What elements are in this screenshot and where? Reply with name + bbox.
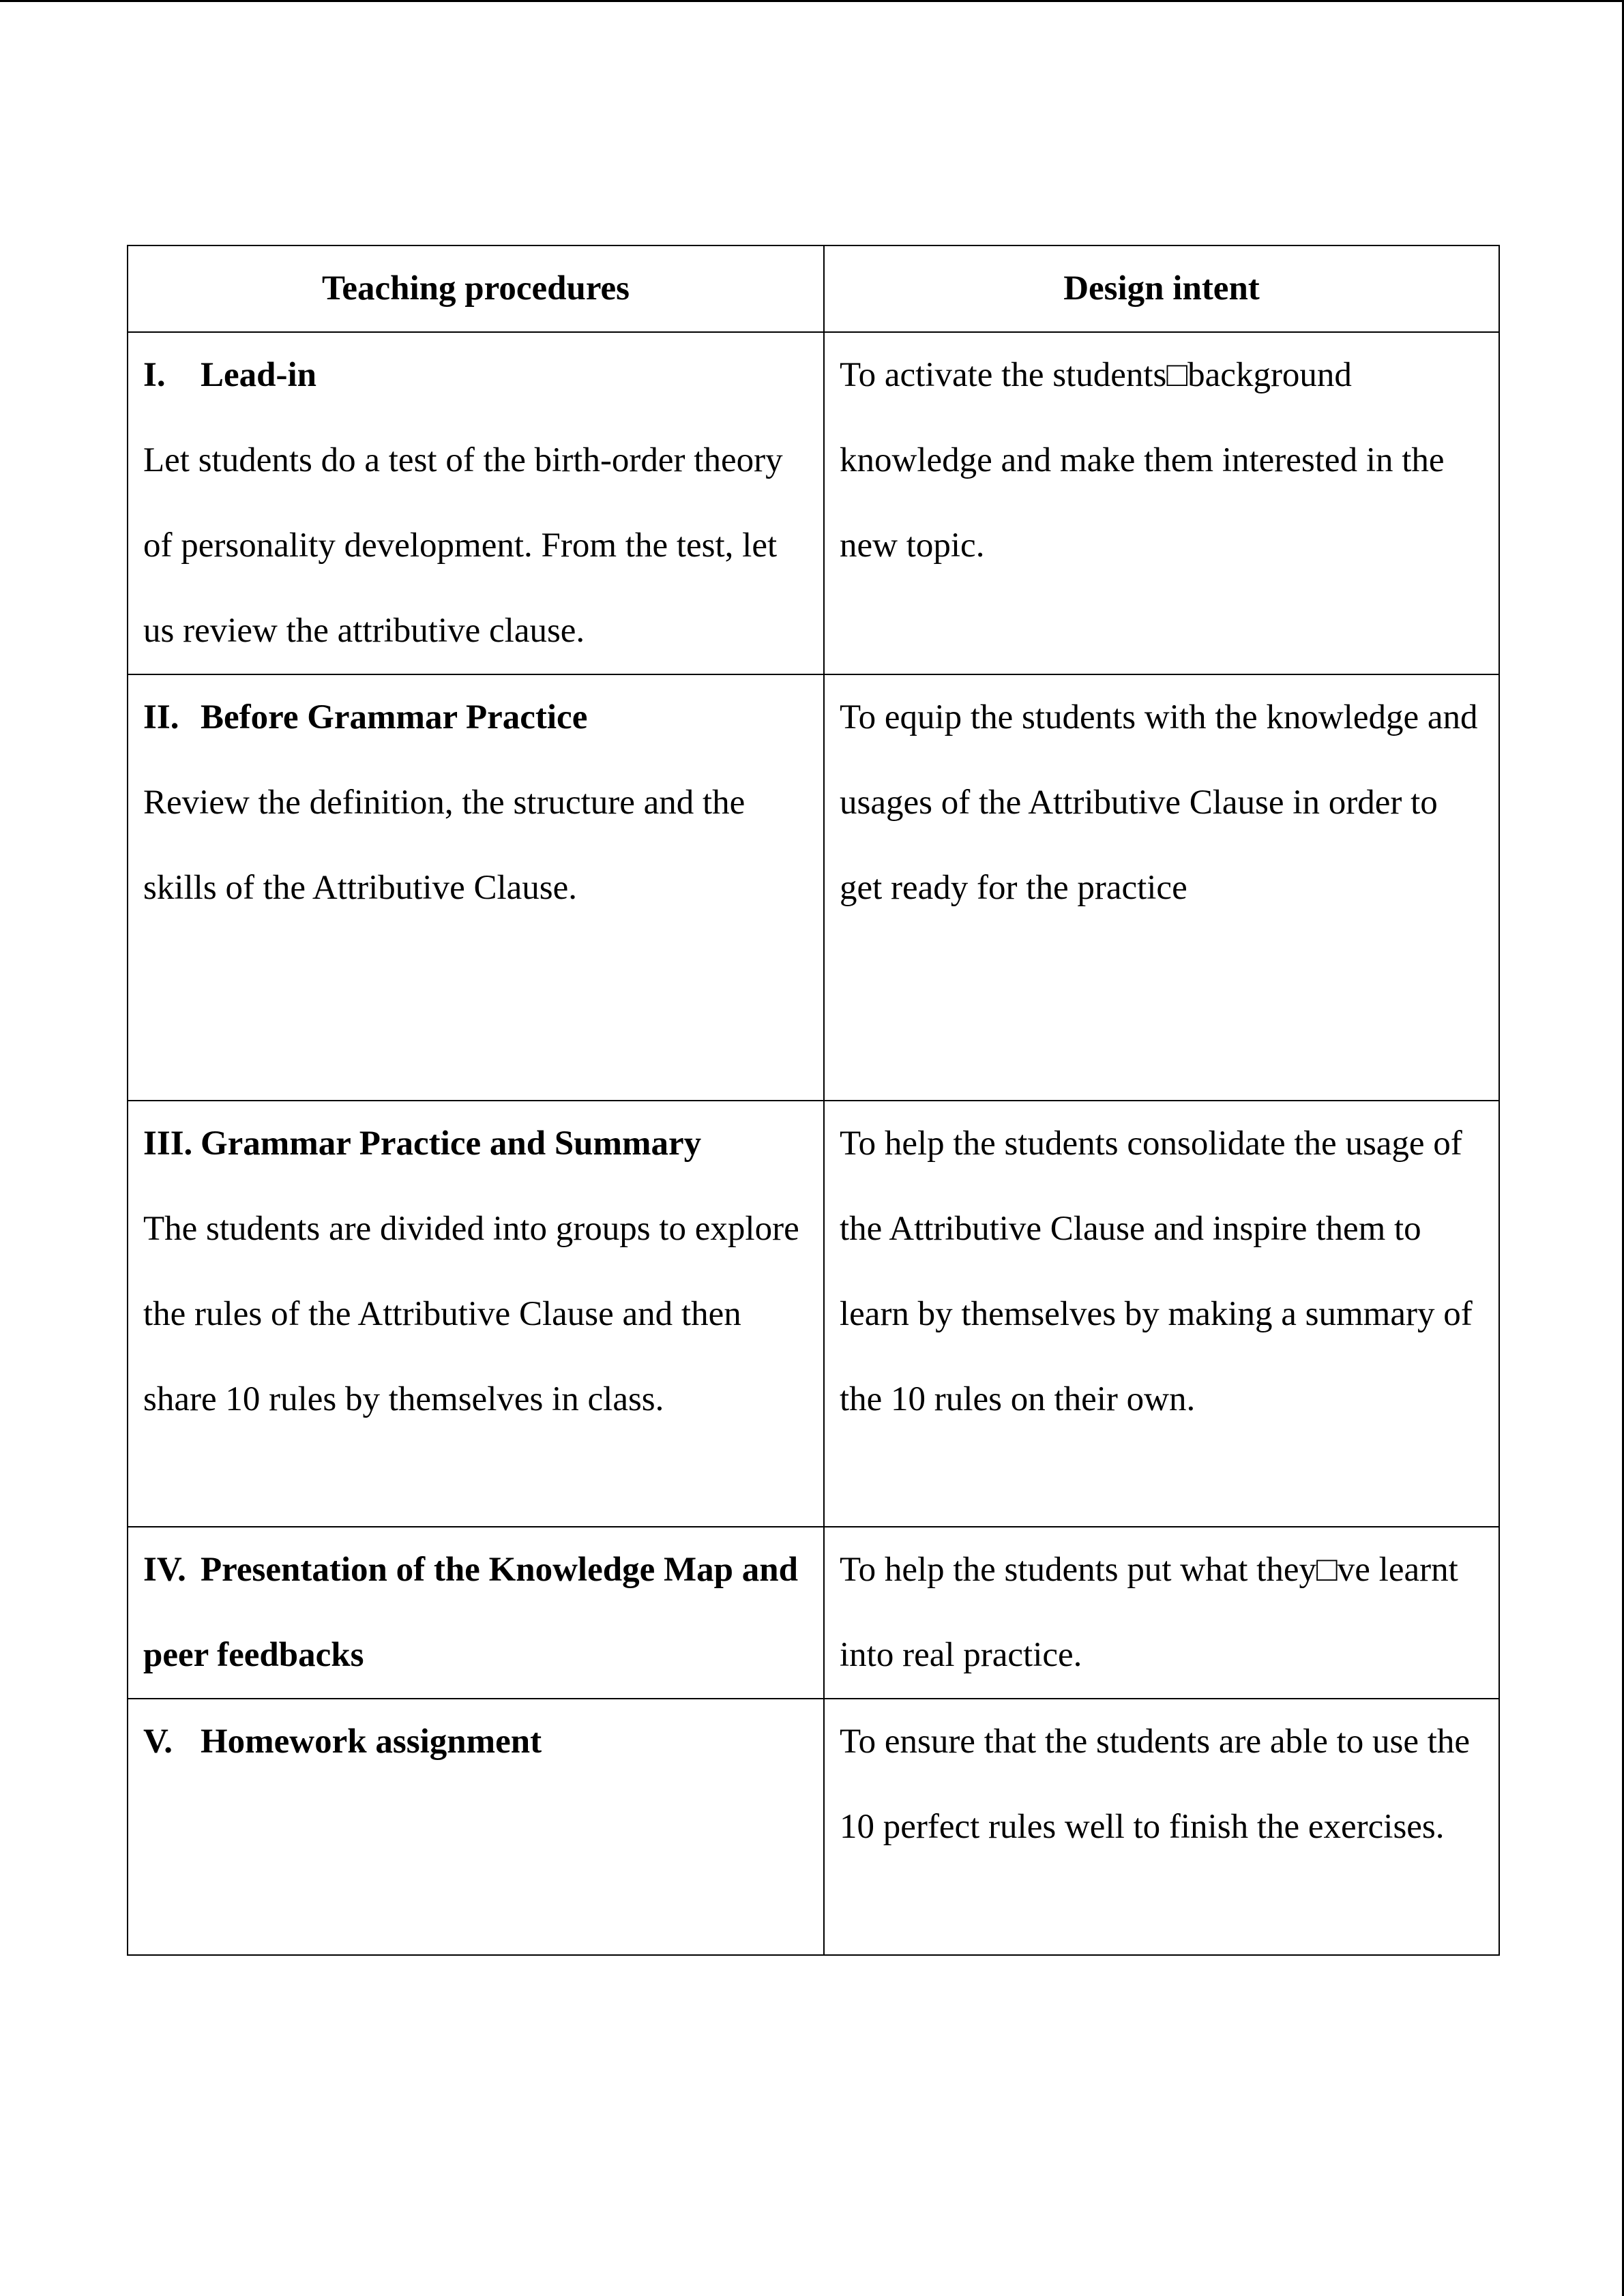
procedure-heading (143, 1101, 808, 1187)
intent-text: To ensure that the students are able to use the 10 perfect rules well to finish the exercises. (840, 1723, 1471, 1846)
procedure-title: Before Grammar Practice (201, 698, 588, 736)
table-header-row (128, 245, 1499, 332)
table-row (128, 1699, 1499, 1955)
table-row (128, 674, 1499, 1101)
procedure-cell-grammar-practice-summary (128, 1101, 824, 1527)
intent-cell-before-grammar-practice (824, 674, 1499, 1101)
lesson-plan-table (127, 245, 1500, 1956)
procedure-number: V. (143, 1723, 173, 1761)
intent-cell-homework (824, 1699, 1499, 1955)
table-row (128, 1527, 1499, 1699)
procedure-heading (143, 1699, 808, 1785)
intent-text: To activate the students□background knowledge and make them interested in the new topic. (840, 356, 1445, 565)
intent-cell-knowledge-map (824, 1527, 1499, 1699)
procedure-number: II. (143, 698, 179, 736)
procedure-title: Lead-in (201, 356, 317, 394)
procedure-heading (143, 675, 808, 760)
intent-text: To help the students put what they□ve learnt into real practice. (840, 1551, 1458, 1674)
intent-cell-lead-in (824, 332, 1499, 674)
intent-cell-grammar-practice-summary (824, 1101, 1499, 1527)
table-row (128, 332, 1499, 674)
header-design-intent: Design intent (824, 245, 1499, 332)
header-teaching-procedures: Teaching procedures (128, 245, 824, 332)
procedure-cell-knowledge-map (128, 1527, 824, 1699)
procedure-description: Let students do a test of the birth-order theory of personality development. From the test, let us review the attributive clause. (143, 441, 783, 650)
procedure-number: IV. (143, 1551, 186, 1589)
procedure-heading (143, 1527, 808, 1698)
intent-text: To help the students consolidate the usage of the Attributive Clause and inspire them to learn by themselves by making a summary of the 10 rules on their own. (840, 1124, 1473, 1418)
procedure-title: Homework assignment (201, 1723, 542, 1761)
procedure-title: Presentation of the Knowledge Map and peer feedbacks (143, 1551, 798, 1674)
procedure-cell-homework (128, 1699, 824, 1955)
procedure-title: Grammar Practice and Summary (201, 1124, 702, 1163)
page-top-border (0, 0, 1624, 2)
procedure-cell-lead-in (128, 332, 824, 674)
procedure-number: I. (143, 356, 166, 394)
procedure-cell-before-grammar-practice (128, 674, 824, 1101)
procedure-heading (143, 333, 808, 418)
table-row (128, 1101, 1499, 1527)
procedure-description: The students are divided into groups to explore the rules of the Attributive Clause and then share 10 rules by themselves in class. (143, 1210, 799, 1418)
procedure-number: III. (143, 1124, 193, 1163)
procedure-description: Review the definition, the structure and the skills of the Attributive Clause. (143, 784, 745, 907)
intent-text: To equip the students with the knowledge and usages of the Attributive Clause in order to get ready for the practice (840, 698, 1478, 907)
